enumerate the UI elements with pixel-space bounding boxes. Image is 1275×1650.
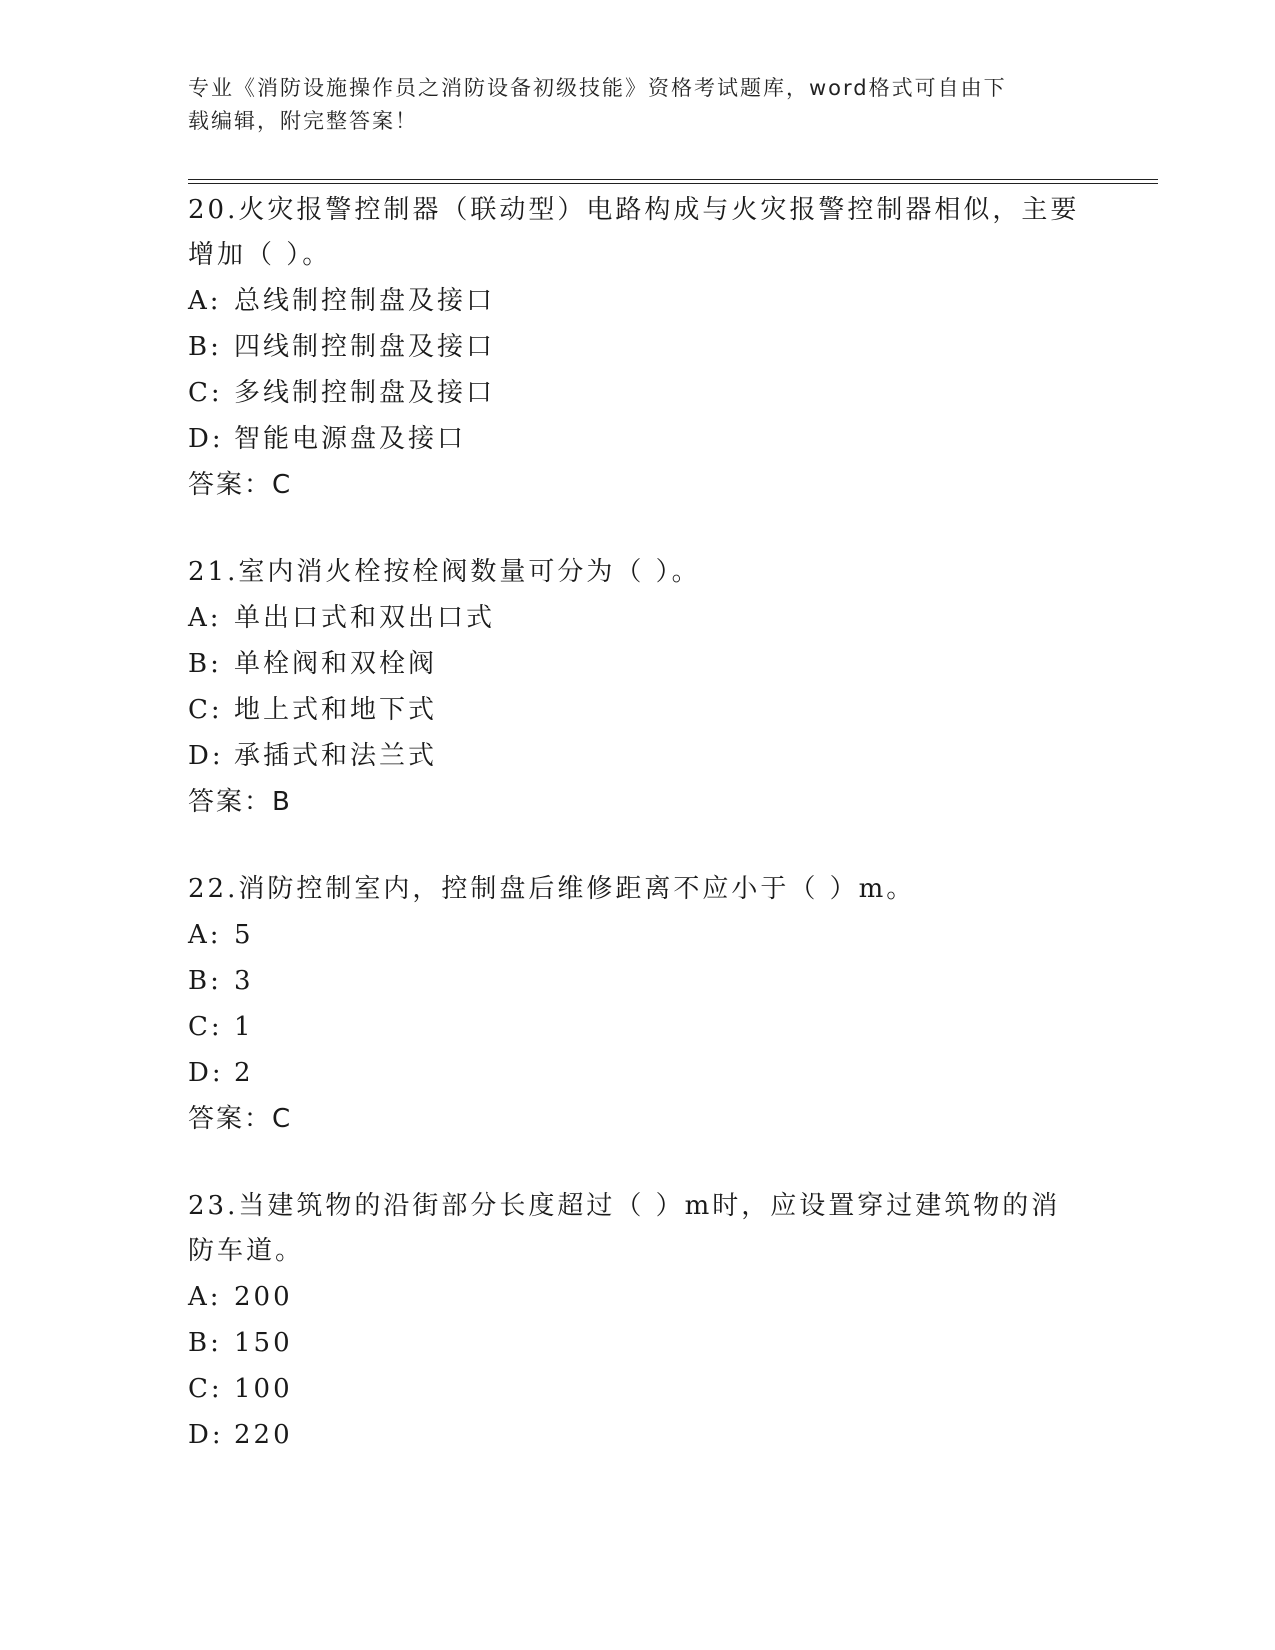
option-label: A: <box>188 920 222 950</box>
question-23 <box>188 1184 1088 1458</box>
option-label: D: <box>188 741 224 771</box>
option-d <box>188 416 1088 462</box>
option-a <box>188 595 1088 641</box>
document-header <box>188 72 1088 138</box>
option-b <box>188 1320 1088 1366</box>
option-label: D: <box>188 1420 224 1450</box>
header-line-2: 载编辑，附完整答案！ <box>188 109 418 133</box>
option-label: D: <box>188 424 224 454</box>
option-text: 150 <box>234 1328 293 1358</box>
option-text: 单出口式和双出口式 <box>234 603 496 633</box>
option-label: A: <box>188 603 222 633</box>
option-text: 总线制控制盘及接口 <box>234 286 496 316</box>
option-label: A: <box>188 286 222 316</box>
option-text: 5 <box>234 920 254 950</box>
option-text: 单栓阀和双栓阀 <box>234 649 438 679</box>
option-c <box>188 687 1088 733</box>
question-list <box>188 188 1088 1500</box>
question-text-line-1: 21.室内消火栓按栓阀数量可分为（ ）。 <box>188 557 701 587</box>
option-c <box>188 1366 1088 1412</box>
option-a <box>188 278 1088 324</box>
option-b <box>188 641 1088 687</box>
question-text-line-2: 防车道。 <box>188 1236 305 1266</box>
question-text-line-1: 20.火灾报警控制器（联动型）电路构成与火灾报警控制器相似，主要 <box>188 195 1080 225</box>
header-rule-bottom <box>188 183 1158 184</box>
option-text: 2 <box>234 1058 254 1088</box>
option-b <box>188 324 1088 370</box>
question-text-line-1: 22.消防控制室内，控制盘后维修距离不应小于（ ）m。 <box>188 874 916 904</box>
option-d <box>188 1412 1088 1458</box>
header-line-1: 专业《消防设施操作员之消防设备初级技能》资格考试题库，word格式可自由下 <box>188 76 1007 100</box>
option-text: 220 <box>234 1420 293 1450</box>
option-label: D: <box>188 1058 224 1088</box>
question-22 <box>188 867 1088 1142</box>
answer: 答案：C <box>188 1104 293 1134</box>
option-c <box>188 370 1088 416</box>
answer: 答案：B <box>188 787 292 817</box>
option-text: 1 <box>234 1012 254 1042</box>
option-a <box>188 1274 1088 1320</box>
option-label: C: <box>188 1374 223 1404</box>
option-label: B: <box>188 649 222 679</box>
option-d <box>188 1050 1088 1096</box>
option-text: 多线制控制盘及接口 <box>234 378 496 408</box>
option-text: 地上式和地下式 <box>234 695 438 725</box>
option-text: 四线制控制盘及接口 <box>234 332 496 362</box>
header-rule-top <box>188 179 1158 180</box>
option-text: 200 <box>234 1282 293 1312</box>
option-d <box>188 733 1088 779</box>
option-text: 3 <box>234 966 254 996</box>
question-20 <box>188 188 1088 508</box>
option-b <box>188 958 1088 1004</box>
question-21 <box>188 550 1088 825</box>
option-label: B: <box>188 1328 222 1358</box>
option-text: 智能电源盘及接口 <box>234 424 467 454</box>
answer: 答案：C <box>188 470 293 500</box>
option-text: 承插式和法兰式 <box>234 741 438 771</box>
option-text: 100 <box>234 1374 293 1404</box>
option-label: C: <box>188 378 223 408</box>
option-label: C: <box>188 695 223 725</box>
option-a <box>188 912 1088 958</box>
option-label: B: <box>188 332 222 362</box>
question-text-line-1: 23.当建筑物的沿街部分长度超过（ ）m时，应设置穿过建筑物的消 <box>188 1191 1061 1221</box>
option-c <box>188 1004 1088 1050</box>
option-label: B: <box>188 966 222 996</box>
question-text-line-2: 增加（ ）。 <box>188 240 332 270</box>
option-label: A: <box>188 1282 222 1312</box>
option-label: C: <box>188 1012 223 1042</box>
